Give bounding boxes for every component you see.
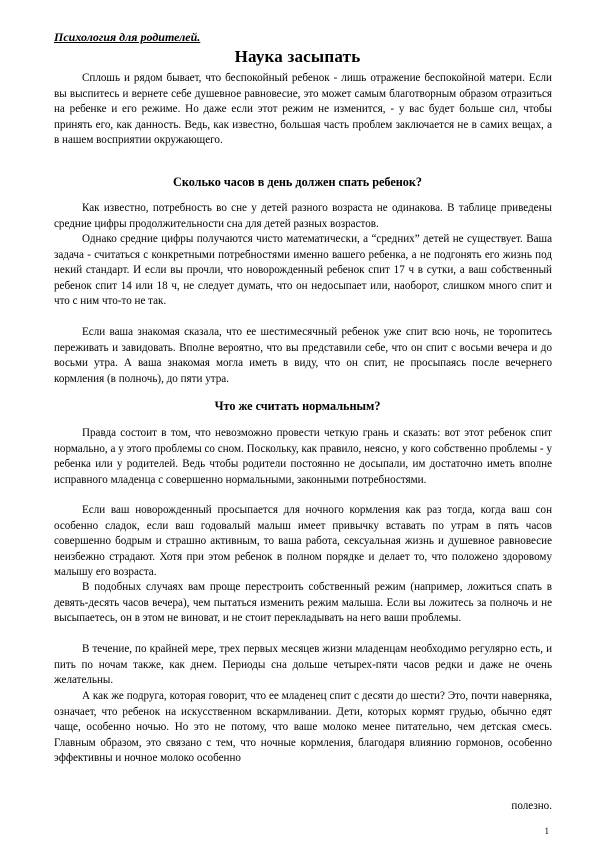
paragraph: Как известно, потребность во сне у детей разного возраста не одинакова. В таблице приведены средние цифры продолжительности сна для детей разных возрастов. (54, 202, 552, 230)
category-header: Психология для родителей. (54, 30, 201, 44)
paragraph: В подобных случаях вам проще перестроить собственный режим (например, ложиться спать в девять-десять часов вечера), чем пытаться изменить режим малыша. Если вы ложитесь за полночь и не высыпаетесь, он в этом не виноват, и не стоит перекладывать на него ваши проблемы. (54, 581, 552, 624)
paragraph: Однако средние цифры получаются чисто математически, а “средних” детей не существует. Ваша задача - считаться с конкретными потребностями именно вашего ребенка, а не подгонять его жизнь под некий стандарт. И если вы прочли, что новорожденный ребенок спит 17 ч в сутки, а ваш собственный ребенок спит 14 или 18 ч, не следует думать, что он недосыпает или, наоборот, слишком много спит и что с ним что-то не так. (54, 233, 552, 307)
paragraph-ending: полезно. (511, 800, 552, 812)
paragraph: В течение, по крайней мере, трех первых месяцев жизни младенцам необходимо регулярно есть, и пить по ночам также, как днем. Периоды сна дольше четырех-пяти часов редки и даже не очень желательны. (54, 643, 552, 686)
paragraph: Правда состоит в том, что невозможно провести четкую грань и сказать: вот этот ребенок спит нормально, а у этого проблемы со сном. Поскольку, как правило, неясно, у кого собственно проблемы - у ребенка или у родителей. Ведь чтобы родители постоянно не досыпали, им достаточно иметь вполне исправного младенца с совершенно нормальными, законными потребностями. (54, 427, 552, 486)
paragraph: Если ваша знакомая сказала, что ее шестимесячный ребенок уже спит всю ночь, не торопитесь переживать и завидовать. Вполне вероятно, что вы представили себе, что он спит с восьми вечера и до восьми утра. А ваша знакомая могла иметь в виду, что он спит, не просыпаясь после вечернего кормления (в полночь), до пяти утра. (54, 326, 552, 385)
paragraph: А как же подруга, которая говорит, что ее младенец спит с десяти до шести? Это, почти наверняка, означает, что ребенок на искусственном вскармливании. Дети, которых кормят грудью, обычно едят чаще, особенно ночью. Но это не потому, что ваше молоко менее питательно, чем детская смесь. Главным образом, это связано с тем, что ночные кормления, благодаря влиянию гормонов, особенно эффективны и ночное молоко особенно (54, 690, 552, 764)
section-heading-sleep-hours: Сколько часов в день должен спать ребенок? (173, 175, 422, 189)
section-heading-normal: Что же считать нормальным? (214, 399, 381, 413)
article-title: Наука засыпать (234, 47, 361, 66)
page-number: 1 (544, 826, 549, 836)
intro-paragraph: Сплошь и рядом бывает, что беспокойный ребенок - лишь отражение беспокойной матери. Если вы выспитесь и вернете себе душевное равновесие, это может самым благотворным образом отразиться на ребенке и его режиме. Но даже если этот режим не изменится, - у вас будет больше сил, чтобы принять его, как данность. Ведь, как известно, большая часть проблем заключается не в самих вещах, а в нашем восприятии окружающего. (54, 72, 552, 146)
paragraph: Если ваш новорожденный просыпается для ночного кормления как раз тогда, когда ваш сон особенно сладок, если ваш годовалый малыш имеет привычку вставать по утрам в пять часов совершенно бодрым и страшно активным, то ваша работа, сексуальная жизнь и душевное равновесие неизбежно страдают. Хотя при этом ребенок в полном порядке и делает то, что положено здоровому малышу его возраста. (54, 504, 552, 578)
